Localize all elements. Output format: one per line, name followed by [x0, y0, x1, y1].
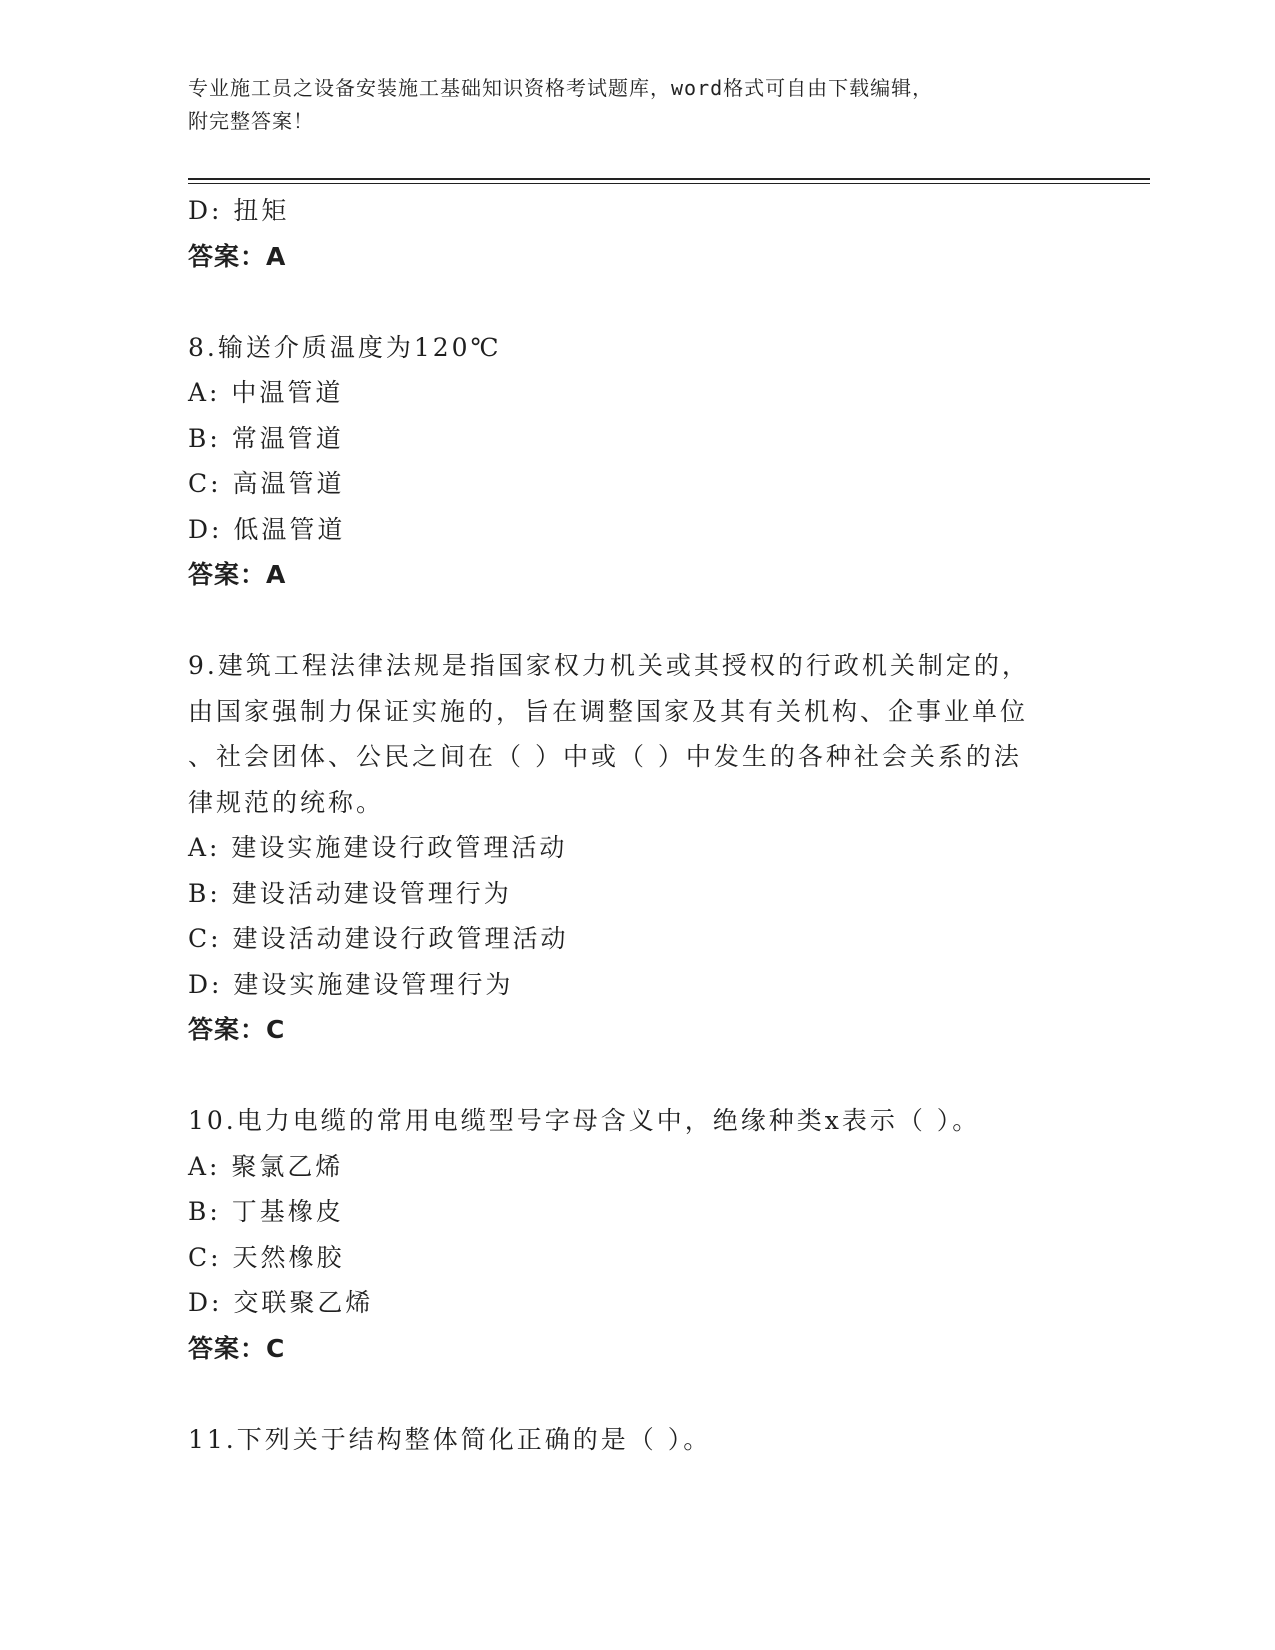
question-8 — [188, 325, 1088, 598]
question-stem-line-2: 由国家强制力保证实施的，旨在调整国家及其有关机构、企事业单位 — [188, 696, 1029, 726]
question-7-tail — [188, 188, 1088, 279]
header-divider-thin — [188, 183, 1150, 184]
option-a: A: 建设实施建设行政管理活动 — [188, 833, 568, 862]
option-b: B: 丁基橡皮 — [188, 1197, 344, 1226]
option-b: B: 常温管道 — [188, 423, 344, 453]
question-stem-line-1: 9.建筑工程法律法规是指国家权力机关或其授权的行政机关制定的， — [188, 651, 1030, 680]
option-b: B: 建设活动建设管理行为 — [188, 878, 512, 908]
option-c: C: 天然橡胶 — [188, 1242, 345, 1272]
question-stem: 11.下列关于结构整体简化正确的是（ ）。 — [188, 1424, 712, 1454]
option-a: A: 中温管道 — [188, 378, 344, 407]
question-list — [188, 188, 1088, 1462]
page-header — [188, 72, 1088, 138]
option-d: D: 建设实施建设管理行为 — [188, 969, 514, 999]
option-a: A: 聚氯乙烯 — [188, 1151, 344, 1181]
option-c: C: 高温管道 — [188, 469, 345, 498]
question-11 — [188, 1417, 1088, 1463]
header-divider-thick — [188, 178, 1150, 180]
question-9 — [188, 643, 1088, 1053]
header-line-2: 附完整答案！ — [188, 109, 314, 133]
spacer — [188, 598, 1088, 644]
answer: 答案：C — [188, 1015, 286, 1044]
question-stem-line-4: 律规范的统称。 — [188, 787, 385, 817]
question-stem: 8.输送介质温度为120℃ — [188, 332, 502, 362]
spacer — [188, 279, 1088, 325]
answer: 答案：A — [188, 241, 287, 271]
option-d: D: 低温管道 — [188, 514, 346, 544]
option-d: D: 扭矩 — [188, 196, 290, 225]
spacer — [188, 1371, 1088, 1417]
question-stem-line-3: 、社会团体、公民之间在（ ）中或（ ）中发生的各种社会关系的法 — [188, 742, 1022, 771]
header-line-1: 专业施工员之设备安装施工基础知识资格考试题库，word格式可自由下载编辑， — [188, 76, 934, 100]
answer: 答案：A — [188, 560, 287, 589]
question-stem: 10.电力电缆的常用电缆型号字母含义中，绝缘种类x表示（ ）。 — [188, 1106, 981, 1135]
spacer — [188, 1053, 1088, 1099]
option-c: C: 建设活动建设行政管理活动 — [188, 924, 569, 953]
question-10 — [188, 1098, 1088, 1371]
option-d: D: 交联聚乙烯 — [188, 1288, 374, 1317]
answer: 答案：C — [188, 1333, 286, 1363]
